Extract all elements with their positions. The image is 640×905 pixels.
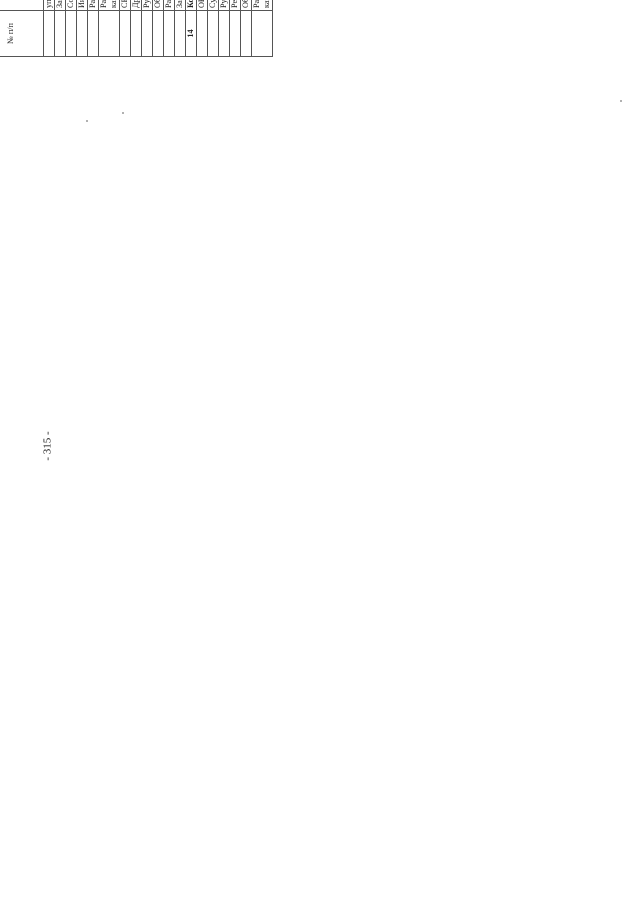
cell-name (66, 0, 77, 11)
cell-num (164, 11, 175, 57)
table-row (208, 0, 219, 57)
cell-num (208, 11, 219, 57)
cell-name (88, 0, 99, 11)
cell-name (99, 0, 120, 11)
cell-num (252, 11, 273, 57)
table-row (241, 0, 252, 57)
header-name (0, 0, 44, 11)
cell-num (120, 11, 131, 57)
table-row (230, 0, 241, 57)
cell-num (131, 11, 142, 57)
cell-name (252, 0, 273, 11)
table-row (197, 0, 208, 57)
cell-num: 14 (186, 11, 197, 57)
cell-name (219, 0, 230, 11)
scan-speck (620, 100, 622, 102)
cell-name (120, 0, 131, 11)
table-row (44, 0, 55, 57)
table-row (131, 0, 142, 57)
header-num: № п/п (0, 11, 44, 57)
cell-name (175, 0, 186, 11)
table-row (77, 0, 88, 57)
cell-num (99, 11, 120, 57)
rotated-page (0, 0, 543, 57)
table-row (88, 0, 99, 57)
cell-name (44, 0, 55, 11)
cell-name (131, 0, 142, 11)
cell-name (197, 0, 208, 11)
cell-name (186, 0, 197, 11)
cell-num (44, 11, 55, 57)
cell-num (88, 11, 99, 57)
table-row (99, 0, 120, 57)
cell-name (241, 0, 252, 11)
cell-num (66, 11, 77, 57)
table-row (186, 0, 197, 57)
cell-num (55, 11, 66, 57)
table-row (252, 0, 273, 57)
table-row (66, 0, 77, 57)
budget-table (0, 0, 273, 57)
cell-name (55, 0, 66, 11)
cell-name (153, 0, 164, 11)
table-header-row (0, 0, 44, 57)
cell-name (142, 0, 153, 11)
page-number: - 315 - (41, 431, 54, 461)
cell-name (77, 0, 88, 11)
cell-num (241, 11, 252, 57)
cell-num (142, 11, 153, 57)
table-row (142, 0, 153, 57)
cell-num (219, 11, 230, 57)
table-row (175, 0, 186, 57)
cell-name (208, 0, 219, 11)
table-row (120, 0, 131, 57)
cell-num (230, 11, 241, 57)
cell-name (164, 0, 175, 11)
cell-num (153, 11, 164, 57)
table-row (55, 0, 66, 57)
scan-speck (122, 112, 124, 114)
table-row (164, 0, 175, 57)
cell-num (175, 11, 186, 57)
cell-name (230, 0, 241, 11)
scan-speck (86, 120, 88, 122)
table-row (219, 0, 230, 57)
cell-num (197, 11, 208, 57)
table-row (153, 0, 164, 57)
cell-num (77, 11, 88, 57)
